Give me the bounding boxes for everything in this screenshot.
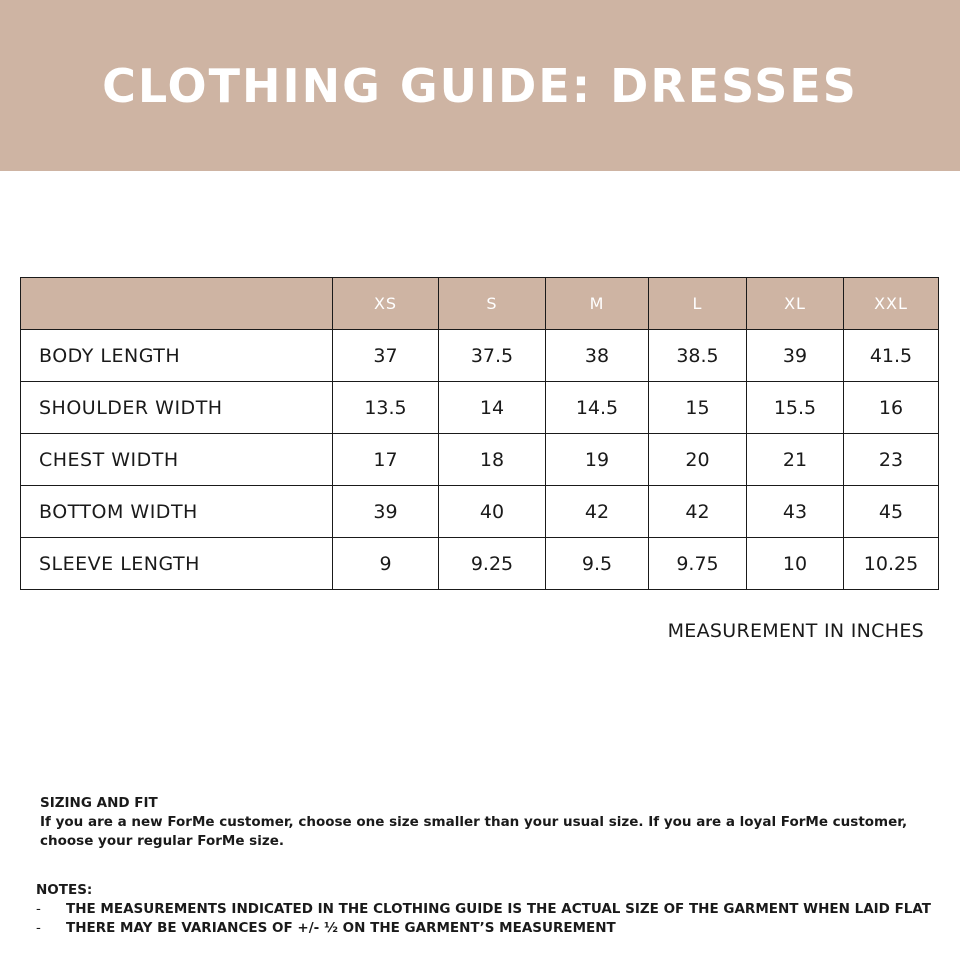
table-cell: 13.5 [333,382,439,434]
column-header: XL [747,278,844,330]
table-cell: 42 [649,486,747,538]
column-header: L [649,278,747,330]
table-cell: 39 [747,330,844,382]
note-bullet: - [36,901,41,917]
size-chart-table [20,277,939,590]
table-cell: 38 [546,330,649,382]
sizing-body: If you are a new ForMe customer, choose one size smaller than your usual size. If you are a loyal ForMe customer, choose your regular ForMe size. [40,814,908,849]
notes-heading: NOTES: [36,882,93,898]
sizing-and-fit-section [40,794,920,851]
table-cell: 15 [649,382,747,434]
table-cell: 17 [333,434,439,486]
table-cell: 14.5 [546,382,649,434]
sizing-heading: SIZING AND FIT [40,795,158,811]
table-cell: 38.5 [649,330,747,382]
table-cell: 20 [649,434,747,486]
column-header: XXL [844,278,939,330]
column-header: S [439,278,546,330]
row-label: SHOULDER WIDTH [21,382,333,434]
note-item [36,919,936,938]
table-cell: 16 [844,382,939,434]
table-cell: 42 [546,486,649,538]
table-cell: 9.5 [546,538,649,590]
table-header-row [21,278,939,330]
table-row [21,382,939,434]
table-cell: 43 [747,486,844,538]
table-cell: 41.5 [844,330,939,382]
table-cell: 9.25 [439,538,546,590]
column-header: M [546,278,649,330]
table-row [21,330,939,382]
note-item [36,900,936,919]
table-row [21,486,939,538]
table-cell: 9.75 [649,538,747,590]
table-cell: 19 [546,434,649,486]
note-text: THERE MAY BE VARIANCES OF +/- ½ ON THE GARMENT’S MEASUREMENT [66,920,616,936]
table-row [21,538,939,590]
table-cell: 37 [333,330,439,382]
table-cell: 45 [844,486,939,538]
row-label: BODY LENGTH [21,330,333,382]
table-cell: 9 [333,538,439,590]
table-cell: 40 [439,486,546,538]
note-text: THE MEASUREMENTS INDICATED IN THE CLOTHING GUIDE IS THE ACTUAL SIZE OF THE GARMENT WHEN LAID FLAT [66,901,932,917]
table-cell: 10 [747,538,844,590]
table-row [21,434,939,486]
row-label: BOTTOM WIDTH [21,486,333,538]
table-cell: 39 [333,486,439,538]
row-label: CHEST WIDTH [21,434,333,486]
table-cell: 15.5 [747,382,844,434]
notes-section [36,881,936,938]
table-cell: 37.5 [439,330,546,382]
table-cell: 18 [439,434,546,486]
table-cell: 14 [439,382,546,434]
table-cell: 23 [844,434,939,486]
row-label: SLEEVE LENGTH [21,538,333,590]
table-cell: 10.25 [844,538,939,590]
header-corner-cell [21,278,333,330]
note-bullet: - [36,920,41,936]
measurement-unit-note: MEASUREMENT IN INCHES [667,620,924,642]
column-header: XS [333,278,439,330]
page-title: CLOTHING GUIDE: DRESSES [102,59,858,113]
header-banner [0,0,960,171]
table-cell: 21 [747,434,844,486]
